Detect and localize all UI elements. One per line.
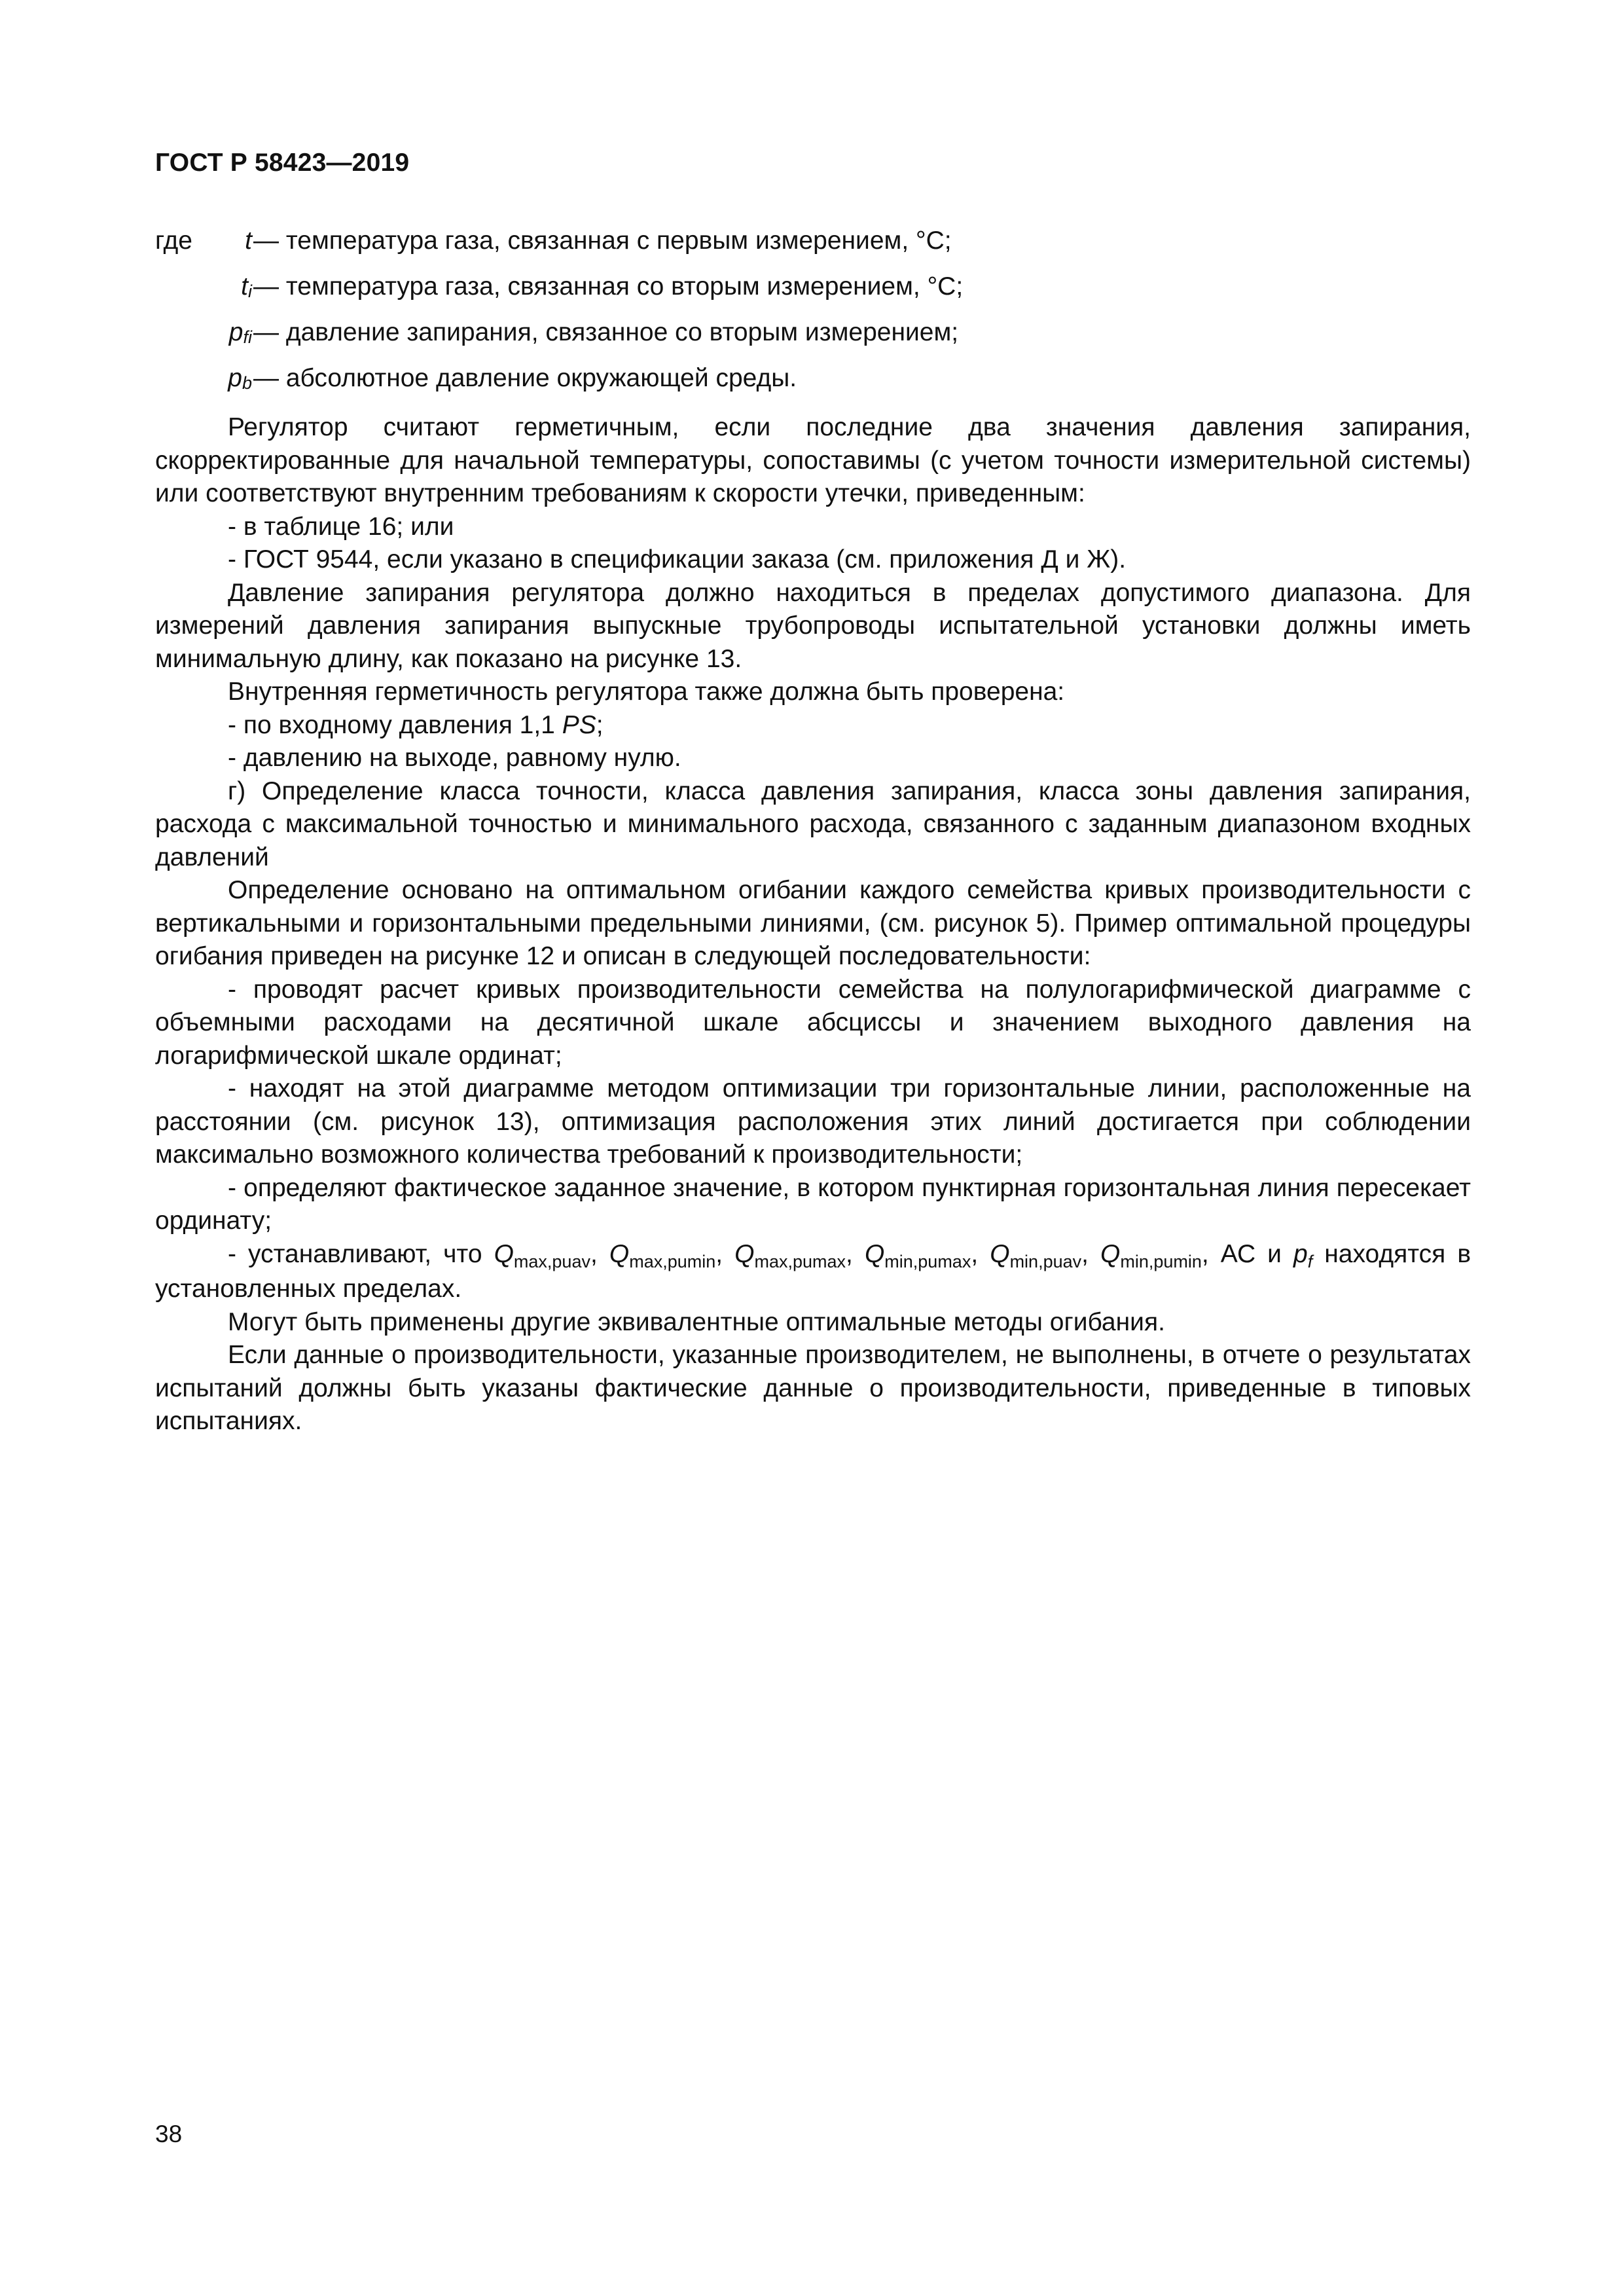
flow-symbol: $Q_{max,puav}$	[494, 1239, 590, 1271]
definition-symbol: $t_i$	[241, 272, 252, 301]
definition-row	[155, 267, 1471, 313]
definition-text: — абсолютное давление окружающей среды.	[253, 364, 797, 392]
definition-symbol: t	[245, 227, 252, 255]
list-item: - давлению на выходе, равному нулю.	[228, 744, 681, 772]
definitions-intro: где	[155, 227, 192, 255]
list-item: - проводят расчет кривых производительности семейства на полулогарифмической диаграмме с объемными расходами на десятичной шкале абсциссы и значением выходного давления на логарифмической шкале ординат;	[155, 975, 1471, 1070]
list-item: - в таблице 16; или	[228, 512, 454, 541]
definitions-list	[155, 221, 1471, 405]
paragraph: Давление запирания регулятора должно находиться в пределах допустимого диапазона. Для измерений давления запирания выпускные трубопроводы испытательной установки должны иметь минимальную длину, как показано на рисунке 13.	[155, 578, 1471, 673]
definition-text: — температура газа, связанная с первым измерением, °С;	[253, 227, 952, 255]
flow-symbol: $Q_{max,pumin}$	[609, 1239, 716, 1271]
body-text	[155, 411, 1471, 1438]
definition-row	[155, 221, 1471, 267]
list-item: - ГОСТ 9544, если указано в спецификации заказа (см. приложения Д и Ж).	[228, 545, 1127, 574]
section-heading: г) Определение класса точности, класса давления запирания, класса зоны давления запирания, расхода с максимальной точностью и минимального расхода, связанного с заданным диапазоном входных давлений	[155, 776, 1471, 871]
flow-symbol: $Q_{max,pumax}$	[734, 1239, 846, 1271]
list-item: - находят на этой диаграмме методом оптимизации три горизонтальные линии, расположенные на расстоянии (см. рисунок 13), оптимизация расположения этих линий достигается при соблюдении максимально возможного количества требований к производительности;	[155, 1074, 1471, 1169]
page-number: 38	[155, 2121, 183, 2147]
list-item: - определяют фактическое заданное значение, в котором пунктирная горизонтальная линия пересекает ординату;	[155, 1173, 1471, 1235]
definition-symbol: $p_b$	[228, 364, 252, 393]
definition-symbol: $p_{fi}$	[228, 318, 252, 347]
list-item: - устанавливают, что $Q_{max,puav}$, $Q_{max,pumin}$, $Q_{max,pumax}$, $Q_{min,pumax}$, $Q_{min,puav}$, $Q_{min,pumin}$, АС и $p_f$ находятся в установленных пределах.	[155, 1239, 1471, 1303]
definition-text: — давление запирания, связанное со вторым измерением;	[253, 318, 959, 346]
paragraph: Внутренняя герметичность регулятора также должна быть проверена:	[228, 678, 1065, 706]
list-item: - по входному давления 1,1 PS;	[228, 710, 604, 739]
definition-text: — температура газа, связанная со вторым измерением, °С;	[253, 272, 964, 301]
definition-row	[155, 359, 1471, 405]
flow-symbol: $Q_{min,puav}$	[990, 1239, 1082, 1271]
flow-symbol: $Q_{min,pumin}$	[1100, 1239, 1202, 1271]
paragraph: Регулятор считают герметичным, если последние два значения давления запирания, скорректированные для начальной температуры, сопоставимы (с учетом точности измерительной системы) или соответствуют внутренним требованиям к скорости утечки, приведенным:	[155, 413, 1471, 507]
pressure-symbol: $p_f$	[1293, 1239, 1313, 1271]
paragraph: Если данные о производительности, указанные производителем, не выполнены, в отчете о результатах испытаний должны быть указаны фактические данные о производительности, приведенные в типовых испытаниях.	[155, 1341, 1471, 1435]
document-header: ГОСТ Р 58423—2019	[155, 149, 410, 177]
flow-symbol: $Q_{min,pumax}$	[864, 1239, 971, 1271]
paragraph: Могут быть применены другие эквивалентные оптимальные методы огибания.	[228, 1307, 1165, 1336]
paragraph: Определение основано на оптимальном огибании каждого семейства кривых производительности с вертикальными и горизонтальными предельными линиями, (см. рисунок 5). Пример оптимальной процедуры огибания приведен на рисунке 12 и описан в следующей последовательности:	[155, 876, 1471, 970]
definition-row	[155, 313, 1471, 359]
